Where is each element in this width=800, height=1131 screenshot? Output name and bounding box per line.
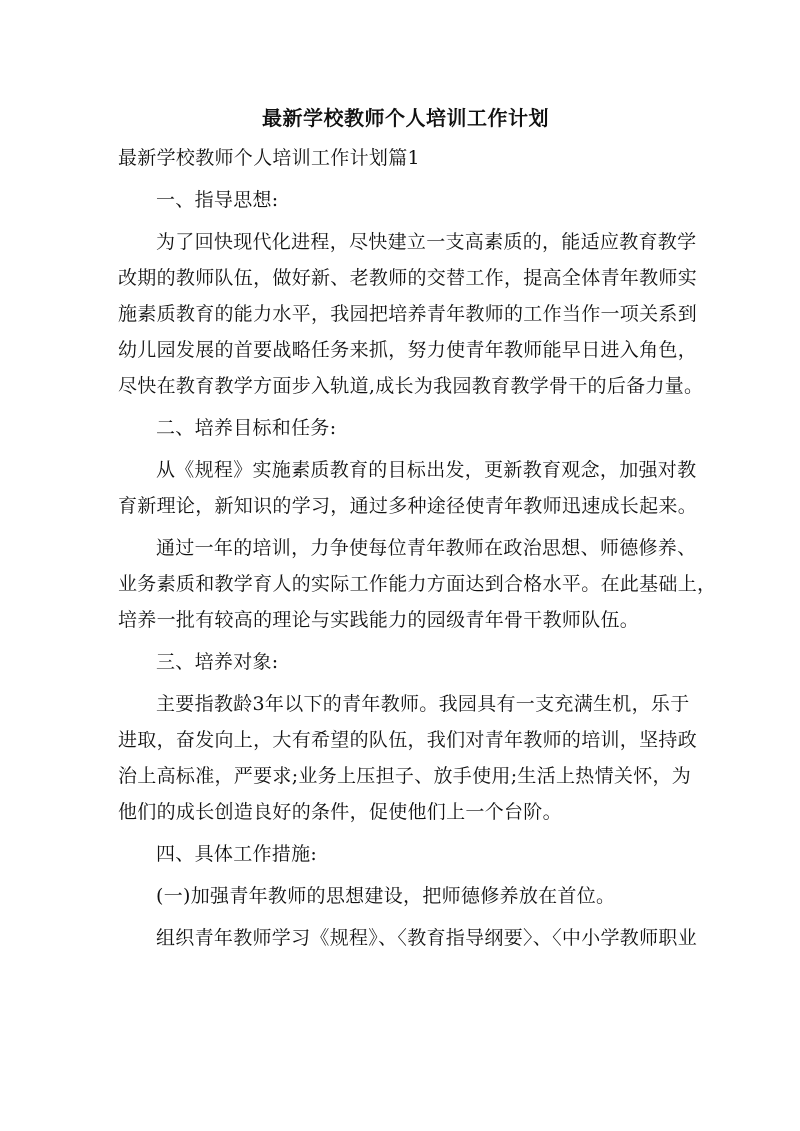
paragraph-line: 育新理论，新知识的学习，通过多种途径使青年教师迅速成长起来。	[118, 495, 698, 517]
paragraph-measures	[118, 920, 698, 956]
paragraph-goals	[118, 452, 698, 524]
paragraph-training-aims	[118, 530, 717, 638]
paragraph-guiding-ideology	[118, 224, 704, 404]
paragraph-line: 为了回快现代化进程，尽快建立一支高素质的，能适应教育教学	[156, 231, 697, 253]
paragraph-line: 组织青年教师学习《规程》、〈教育指导纲要〉、〈中小学教师职业	[156, 927, 698, 949]
section-heading-1: 一、指导思想:	[156, 189, 279, 211]
document-subtitle: 最新学校教师个人培训工作计划篇1	[118, 147, 420, 169]
paragraph-line: 施素质教育的能力水平，我园把培养青年教师的工作当作一项关系到	[118, 303, 698, 325]
section-heading-4: 四、具体工作措施:	[156, 843, 318, 865]
paragraph-line: 幼儿园发展的首要战略任务来抓，努力使青年教师能早日进入角色，	[118, 339, 698, 361]
document-title: 最新学校教师个人培训工作计划	[262, 106, 549, 130]
paragraph-line: 通过一年的培训，力争使每位青年教师在政治思想、师德修养、	[156, 537, 697, 559]
subsection-heading-4-1: (一)加强青年教师的思想建设，把师德修养放在首位。	[156, 885, 616, 907]
paragraph-line: 业务素质和教学育人的实际工作能力方面达到合格水平。在此基础上，	[118, 573, 717, 595]
paragraph-training-targets	[118, 686, 698, 830]
paragraph-line: 进取，奋发向上，大有希望的队伍，我们对青年教师的培训，坚持政	[118, 729, 698, 751]
paragraph-line: 尽快在教育教学方面步入轨道,成长为我园教育教学骨干的后备力量。	[118, 375, 704, 397]
paragraph-line: 他们的成长创造良好的条件，促使他们上一个台阶。	[118, 801, 562, 823]
paragraph-line: 治上高标准，严要求;业务上压担子、放手使用;生活上热情关怀，为	[118, 765, 692, 787]
paragraph-line: 培养一批有较高的理论与实践能力的园级青年骨干教师队伍。	[118, 609, 640, 631]
paragraph-line: 从《规程》实施素质教育的目标出发，更新教育观念，加强对教	[156, 459, 697, 481]
section-heading-3: 三、培养对象:	[156, 651, 279, 673]
paragraph-line: 主要指教龄3年以下的青年教师。我园具有一支充满生机，乐于	[156, 693, 690, 715]
section-heading-2: 二、培养目标和任务:	[156, 417, 337, 439]
document-body	[118, 100, 717, 962]
paragraph-line: 改期的教师队伍，做好新、老教师的交替工作，提高全体青年教师实	[118, 267, 698, 289]
